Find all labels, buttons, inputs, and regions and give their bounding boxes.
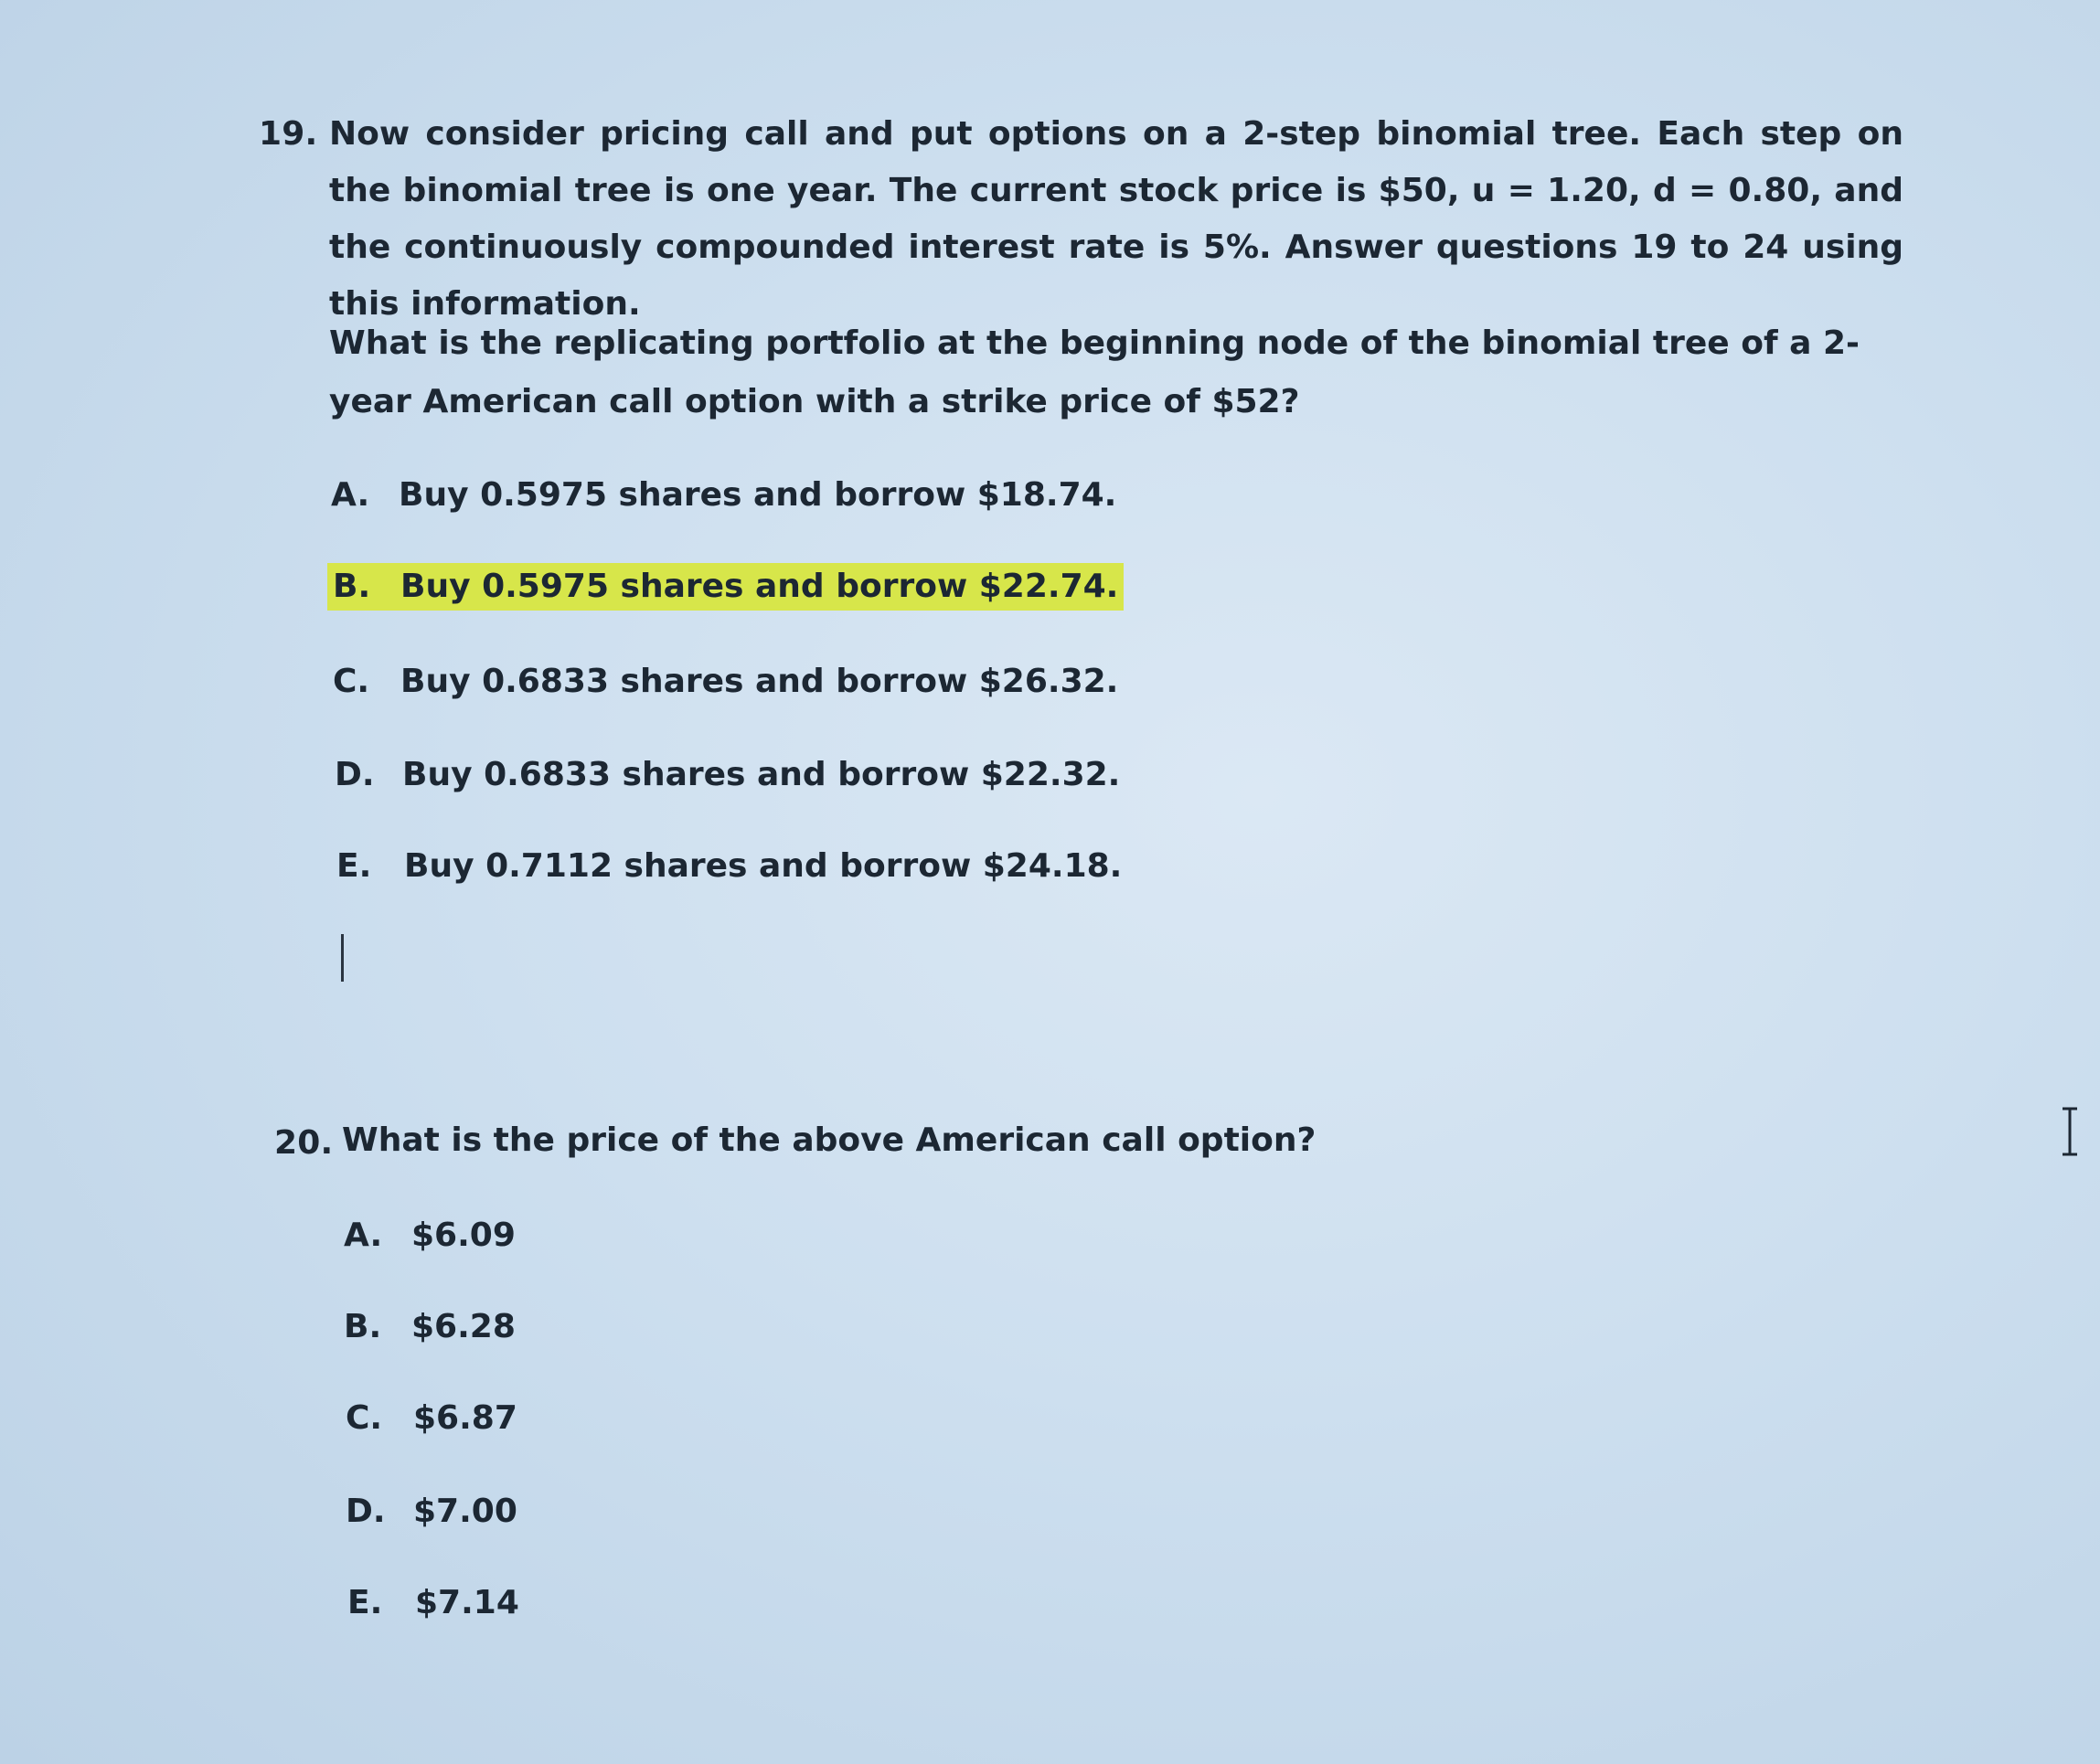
question-20-option-a[interactable] (344, 1212, 516, 1259)
option-text: $6.87 (413, 1399, 517, 1437)
option-text: Buy 0.6833 shares and borrow $26.32. (400, 663, 1119, 700)
question-20-prompt: What is the price of the above American call option? (342, 1121, 1316, 1159)
question-19-option-b-selected[interactable] (327, 563, 1124, 611)
question-19-option-c[interactable] (333, 658, 1118, 706)
question-20-option-d[interactable] (346, 1488, 517, 1536)
option-letter: E. (336, 847, 372, 885)
option-letter: B. (333, 568, 371, 605)
question-20-number: 20. (274, 1124, 334, 1162)
option-letter: A. (331, 476, 370, 514)
option-text: $7.14 (415, 1584, 519, 1621)
question-19-option-e[interactable] (336, 843, 1122, 890)
question-20-option-e[interactable] (347, 1579, 519, 1627)
option-letter: C. (346, 1399, 383, 1437)
question-19-option-d[interactable] (335, 751, 1120, 799)
option-text: $6.09 (411, 1217, 516, 1254)
question-19-option-a[interactable] (331, 472, 1116, 519)
option-letter: C. (333, 663, 370, 700)
option-letter: D. (335, 756, 375, 793)
question-19-prompt: What is the replicating portfolio at the beginning node of the binomial tree of a 2-year American call option with a strike price of $52? (329, 324, 1860, 420)
option-text: Buy 0.7112 shares and borrow $24.18. (404, 847, 1123, 885)
question-20-option-b[interactable] (344, 1303, 516, 1351)
option-text: Buy 0.5975 shares and borrow $18.74. (399, 476, 1117, 514)
ibeam-cursor-icon (2059, 1106, 2081, 1157)
option-letter: D. (346, 1493, 386, 1530)
option-text: $7.00 (413, 1493, 517, 1530)
option-letter: B. (344, 1308, 382, 1345)
option-text: Buy 0.5975 shares and borrow $22.74. (400, 568, 1119, 605)
option-text: $6.28 (411, 1308, 516, 1345)
question-19-stem: Now consider pricing call and put options on a 2-step binomial tree. Each step on the binomial tree is one year. The current stock price is $50, u = 1.20, d = 0.80, and the continuously compounded interest rate is 5%. Answer questions 19 to 24 using this information. (329, 115, 1903, 323)
option-letter: A. (344, 1217, 383, 1254)
option-text: Buy 0.6833 shares and borrow $22.32. (402, 756, 1121, 793)
question-20-option-c[interactable] (346, 1395, 517, 1442)
option-letter: E. (347, 1584, 383, 1621)
text-insertion-caret (341, 934, 344, 982)
question-19-number: 19. (259, 115, 318, 153)
